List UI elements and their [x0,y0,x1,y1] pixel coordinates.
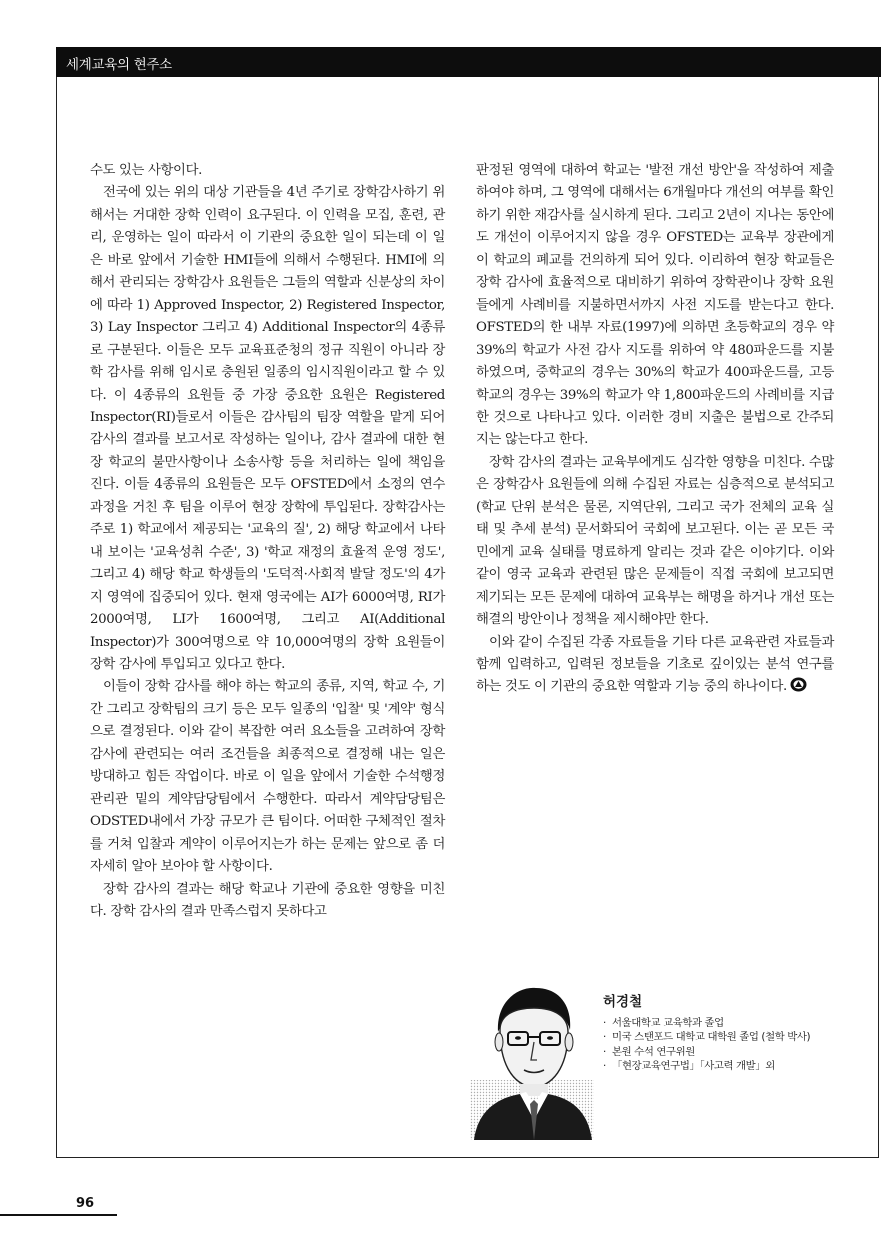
author-portrait [470,980,594,1140]
author-bio-item: · 서울대학교 교육학과 졸업 [603,1016,853,1030]
author-name: 허경철 [603,994,643,1010]
section-title: 세계교육의 현주소 [66,57,172,73]
end-of-article-mark-icon [790,677,807,692]
article-left-column [90,160,445,923]
author-bio-item: · 미국 스탠포드 대학교 대학원 졸업 (철학 박사) [603,1030,853,1044]
author-bio-item: · 「현장교육연구법」「사고력 개발」외 [603,1059,853,1073]
paragraph: 장학 감사의 결과는 해당 학교나 기관에 중요한 영향을 미친다. 장학 감사의 결과 만족스럽지 못하다고 [90,881,445,919]
paragraph: 수도 있는 사항이다. [90,163,202,178]
paragraph: 판정된 영역에 대하여 학교는 '발전 개선 방안'을 작성하여 제출하여야 하며, 그 영역에 대해서는 6개월마다 개선의 여부를 확인하기 위한 재감사를 실시하게 된다. 그리고 2년이 지나는 동안에도 개선이 이루어지지 않을 경우 OFSTED는 교육부 장관에게 이 학교의 폐교를 건의하게 되어 있다. 이리하여 현장 학교들은 장학 감사에 효율적으로 대비하기 위하여 장학관이나 장학 요원들에게 사례비를 지불하면서까지 사전 지도를 받는다고 한다. OFSTED의 한 내부 자료(1997)에 의하면 초등학교의 경우 약 39%의 학교가 사전 감사 지도를 위하여 약 480파운드를 지불하였으며, 중학교의 경우는 30%의 학교가 400파운드를, 고등학교의 경우는 39%의 학교가 약 1,800파운드의 사례비를 지급한 것으로 나타나고 있다. 이러한 경비 지출은 불법으로 간주되지는 않는다고 한다. [476,163,834,448]
article-right-column [476,160,834,699]
paragraph: 이들이 장학 감사를 해야 하는 학교의 종류, 지역, 학교 수, 기간 그리고 장학팀의 크기 등은 모두 일종의 '입찰' 및 '계약' 형식으로 결정된다. 이와 같이 복잡한 여러 요소들을 고려하여 장학 감사에 관련되는 여러 조건들을 최종적으로 결정해 내는 일은 방대하고 힘든 작업이다. 바로 이 일을 앞에서 기술한 수석행정관리관 밑의 계약담당팀에서 수행한다. 따라서 계약담당팀은 ODSTED내에서 가장 규모가 큰 팀이다. 어떠한 구체적인 절차를 거쳐 입찰과 계약이 이루어지는가 하는 문제는 앞으로 좀 더 자세히 알아 보아야 할 사항이다. [90,679,445,875]
page-number-rule [0,1214,117,1216]
paragraph-text: 이와 같이 수집된 각종 자료들을 기타 다른 교육관련 자료들과 함께 입력하고, 입력된 정보들을 기초로 깊이있는 분석 연구를 하는 것도 이 기관의 중요한 역할과 기능 중의 하나이다. [476,634,834,695]
section-header-bar [56,47,881,77]
author-bio-list [603,1016,853,1073]
page-number: 96 [76,1196,95,1211]
paragraph: 전국에 있는 위의 대상 기관들을 4년 주기로 장학감사하기 위해서는 거대한 장학 인력이 요구된다. 이 인력을 모집, 훈련, 관리, 운영하는 일이 따라서 이 기관의 중요한 일이 되는데 이 일은 바로 앞에서 기술한 HMI들에 의해서 수행된다. HMI에 의해서 관리되는 장학감사 요원들은 그들의 역할과 신분상의 차이에 따라 1) Approved Inspector, 2) Registered Inspector, 3) Lay Inspector 그리고 4) Additional Inspector의 4종류로 구분된다. 이들은 모두 교육표준청의 정규 직원이 아니라 장학 감사를 위해 임시로 충원된 일종의 임시직원이라고 할 수 있다. 이 4종류의 요원들 중 가장 중요한 요원은 Registered Inspector(RI)들로서 이들은 감사팀의 팀장 역할을 맡게 되어 감사의 결과를 보고서로 작성하는 일이나, 감사 결과에 대한 현장 학교의 불만사항이나 소송사항 등을 처리하는 일에 책임을 진다. 이들 4종류의 요원들은 모두 OFSTED에서 소정의 연수과정을 거친 후 팀을 이루어 현장 장학에 투입된다. 장학감사는 주로 1) 학교에서 제공되는 '교육의 질', 2) 해당 학교에서 나타내 보이는 '교육성취 수준', 3) '학교 재정의 효율적 운영 정도', 그리고 4) 해당 학교 학생들의 '도덕적·사회적 발달 정도'의 4가지 영역에 집중되어 있다. 현재 영국에는 AI가 6000여명, RI가 2000여명, LI가 1600여명, 그리고 AI(Additional Inspector)가 300여명으로 약 10,000여명의 장학 요원들이 장학 감사에 투입되고 있다고 한다. [90,185,445,672]
author-bio-item: · 본원 수석 연구위원 [603,1045,853,1059]
paragraph: 장학 감사의 결과는 교육부에게도 심각한 영향을 미친다. 수많은 장학감사 요원들에 의해 수집된 자료는 심층적으로 분석되고(학교 단위 분석은 물론, 지역단위, 그리고 국가 전체의 교육 실태 및 추세 분석) 문서화되어 국회에 보고된다. 이는 곧 모든 국민에게 교육 실태를 명료하게 알리는 것과 같은 이야기다. 이와 같이 영국 교육과 관련된 많은 문제들이 직접 국회에 보고되면 제기되는 모든 문제에 대하여 교육부는 해명을 하거나 개선 또는 해결의 방안이나 정책을 제시해야만 한다. [476,454,834,628]
author-info [603,995,853,1073]
paragraph [476,632,834,699]
